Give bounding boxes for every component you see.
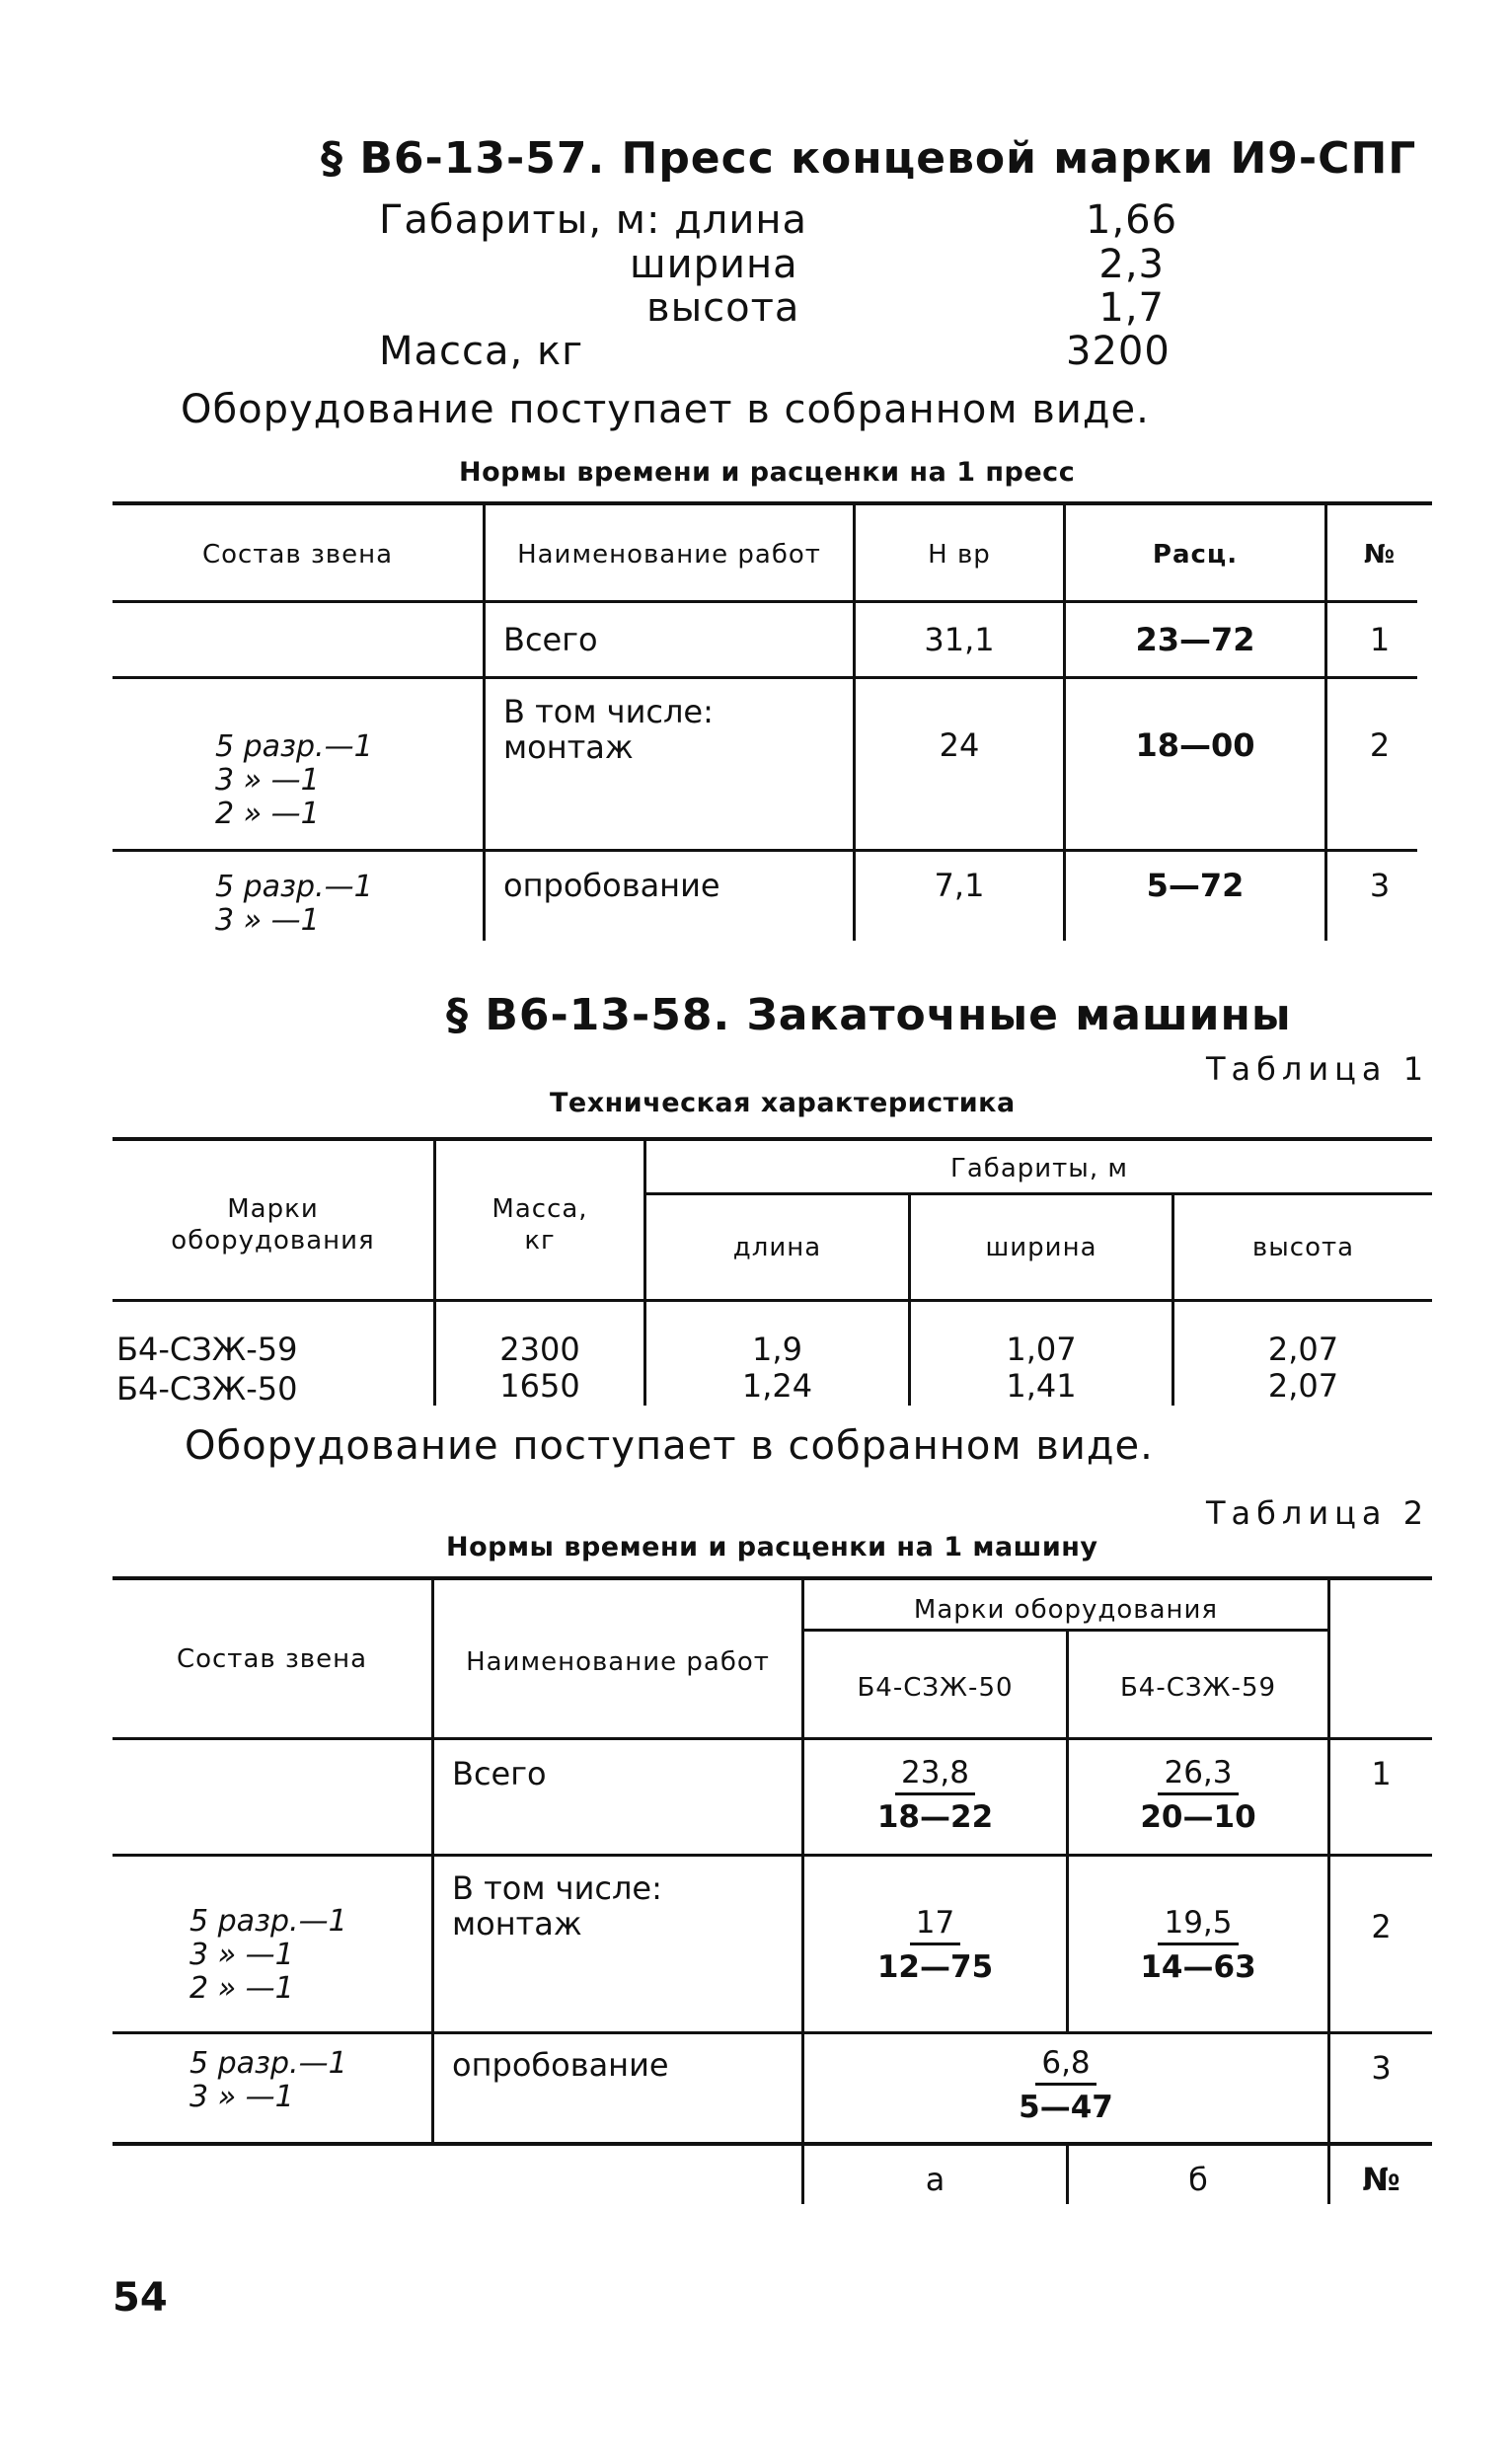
- table-row-no: 2: [1371, 1908, 1392, 1945]
- table-number-label: Таблица 2: [1206, 1494, 1430, 1532]
- table-row-work: Всего: [452, 1755, 547, 1792]
- crew-line: 5 разр.—1: [215, 870, 373, 904]
- mass-value: 3200: [1066, 329, 1171, 374]
- col-header-work: Наименование работ: [517, 540, 821, 570]
- table-row-work: монтаж: [503, 728, 634, 766]
- table-row-nvr: 24: [939, 726, 980, 764]
- col-header-marks: Марки: [227, 1194, 319, 1224]
- width-label: ширина: [630, 242, 798, 287]
- width-cell: 1,41: [1006, 1367, 1077, 1405]
- table-row-no: 3: [1369, 867, 1391, 904]
- col-header-model-59: Б4-СЗЖ-59: [1119, 1673, 1277, 1703]
- table-row-no: 3: [1371, 2049, 1392, 2087]
- length-cell: 1,9: [752, 1331, 802, 1368]
- table-number-label: Таблица 1: [1206, 1050, 1430, 1088]
- delivery-note: Оборудование поступает в собранном виде.: [185, 1423, 1154, 1469]
- crew-line: 3 » —1: [189, 1938, 294, 1972]
- length-value: 1,66: [1086, 197, 1178, 243]
- crew-line: 5 разр.—1: [189, 1904, 347, 1939]
- table-caption: Нормы времени и расценки на 1 пресс: [459, 457, 1076, 488]
- table-caption: Нормы времени и расценки на 1 машину: [446, 1532, 1098, 1562]
- table-row-rate: 23—72: [1135, 621, 1255, 658]
- col-header-marks: Марки оборудования: [913, 1595, 1219, 1625]
- table-row-nvr: 31,1: [924, 621, 995, 658]
- col-header-crew: Состав звена: [176, 1644, 368, 1674]
- crew-line: 3 » —1: [215, 903, 320, 938]
- table-row-no: 2: [1369, 726, 1391, 764]
- col-header-length: длина: [732, 1233, 822, 1262]
- col-header-width: ширина: [985, 1233, 1097, 1262]
- table-row-work: Всего: [503, 621, 598, 658]
- col-header-marks: оборудования: [171, 1226, 375, 1256]
- table-row-work: опробование: [452, 2046, 669, 2084]
- crew-line: 2 » —1: [189, 1971, 294, 2006]
- mark-cell: Б4-СЗЖ-50: [116, 1370, 298, 1408]
- table-row-work: В том числе:: [452, 1869, 662, 1907]
- table-row-rate: 5—72: [1146, 867, 1245, 904]
- table-row-rate: 18—00: [1135, 726, 1255, 764]
- footer-col-a: а: [925, 2161, 945, 2198]
- norm-rate-fraction: $\frac{17}{12—75}$: [876, 1905, 994, 1985]
- height-cell: 2,07: [1267, 1367, 1339, 1405]
- footer-col-no: №: [1362, 2161, 1400, 2198]
- col-header-work: Наименование работ: [466, 1647, 770, 1677]
- table-row-work: монтаж: [452, 1905, 582, 1943]
- height-value: 1,7: [1098, 285, 1165, 331]
- crew-line: 5 разр.—1: [215, 729, 373, 764]
- col-header-no: №: [1363, 540, 1397, 570]
- length-cell: 1,24: [741, 1367, 813, 1405]
- table-row-work: В том числе:: [503, 693, 714, 730]
- delivery-note: Оборудование поступает в собранном виде.: [181, 387, 1150, 432]
- section-title: § В6-13-58. Закаточные машины: [446, 990, 1292, 1040]
- section-title: § В6-13-57. Пресс концевой марки И9-СПГ: [321, 133, 1417, 184]
- width-cell: 1,07: [1006, 1331, 1077, 1368]
- norm-rate-fraction: $\frac{19,5}{14—63}$: [1140, 1905, 1256, 1985]
- norm-rate-fraction: $\frac{23,8}{18—22}$: [876, 1755, 994, 1835]
- col-header-rate: Расц.: [1152, 540, 1239, 570]
- table-row-nvr: 7,1: [934, 867, 985, 904]
- height-cell: 2,07: [1267, 1331, 1339, 1368]
- mass-cell: 2300: [499, 1331, 580, 1368]
- width-value: 2,3: [1098, 242, 1165, 287]
- col-header-nvr: Н вр: [928, 540, 991, 570]
- table-caption: Техническая характеристика: [550, 1088, 1016, 1118]
- col-header-model-50: Б4-СЗЖ-50: [857, 1673, 1014, 1703]
- table-row-no: 1: [1371, 1755, 1392, 1792]
- crew-line: 3 » —1: [189, 2080, 294, 2114]
- mass-label: Масса, кг: [379, 329, 584, 374]
- height-label: высота: [646, 285, 800, 331]
- page-number: 54: [113, 2275, 168, 2321]
- col-header-dims: Габариты, м: [950, 1154, 1128, 1183]
- col-header-mass: Масса,: [491, 1194, 588, 1224]
- mark-cell: Б4-СЗЖ-59: [116, 1331, 298, 1368]
- table-row-work: опробование: [503, 867, 720, 904]
- col-header-crew: Состав звена: [201, 540, 394, 570]
- norm-rate-fraction: $\frac{26,3}{20—10}$: [1140, 1755, 1256, 1835]
- crew-line: 5 разр.—1: [189, 2046, 347, 2081]
- crew-line: 3 » —1: [215, 763, 320, 798]
- norm-rate-fraction: $\frac{6,8}{5—47}$: [1019, 2045, 1113, 2125]
- mass-cell: 1650: [499, 1367, 580, 1405]
- col-header-mass: кг: [524, 1226, 556, 1256]
- dims-label: Габариты, м: длина: [379, 197, 808, 243]
- table-row-no: 1: [1369, 621, 1391, 658]
- col-header-height: высота: [1251, 1233, 1355, 1262]
- crew-line: 2 » —1: [215, 797, 320, 831]
- footer-col-b: б: [1188, 2161, 1208, 2198]
